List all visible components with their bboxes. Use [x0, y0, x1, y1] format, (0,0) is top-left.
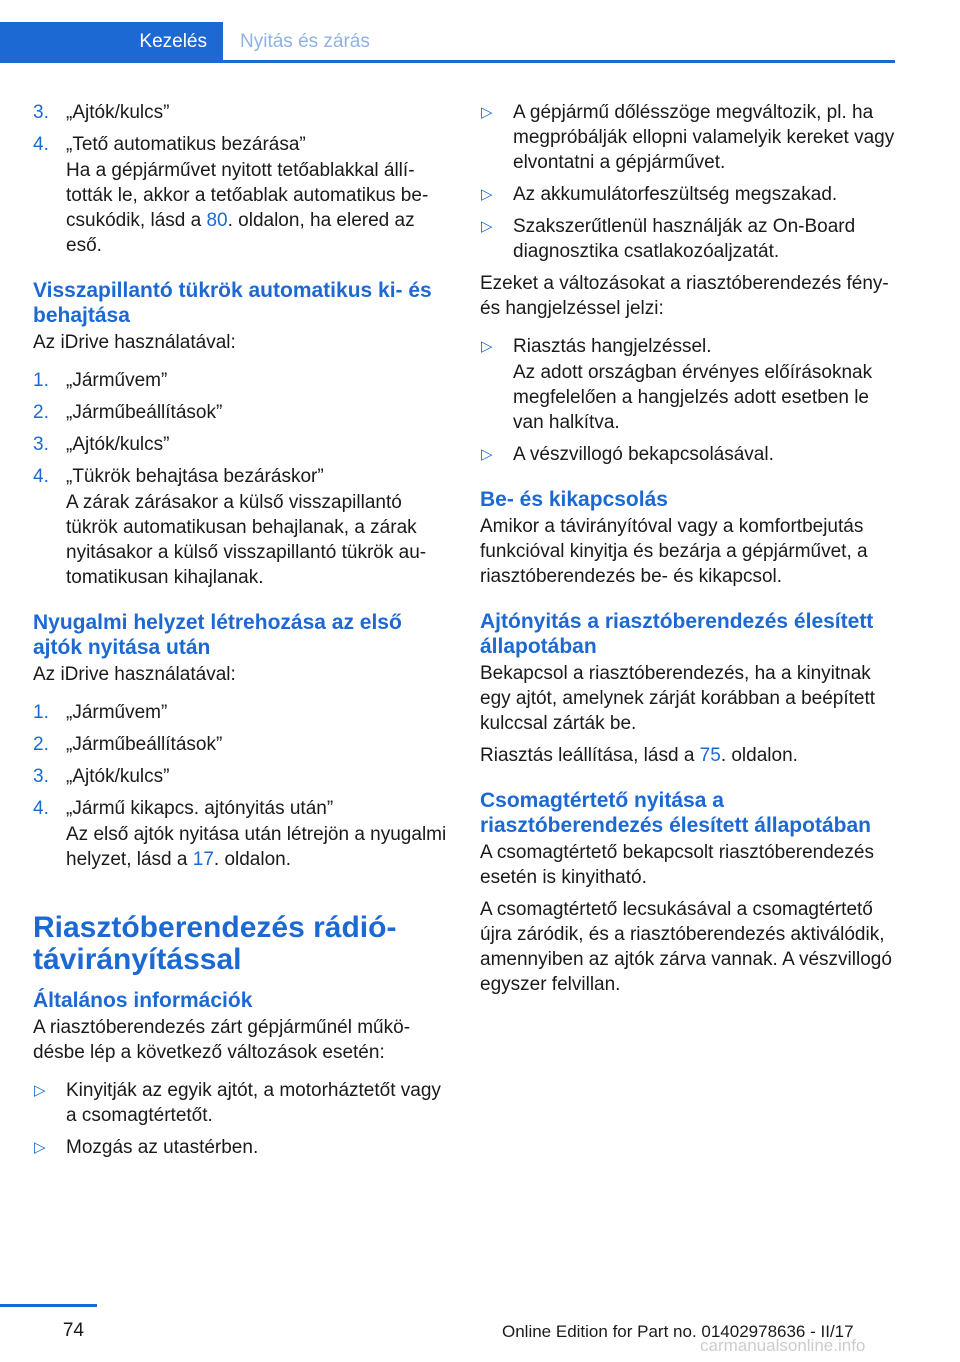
item-number: 1.: [33, 702, 49, 723]
list-item: [33, 796, 447, 821]
bullet-item: ▷ Kinyitják az egyik ajtót, a motorháztetőt vagy a csomagtértetőt.: [34, 1080, 441, 1126]
door-text: Bekapcsol a riasztóberendezés, ha a kinyitnak egy ajtót, amelynek zárját korábban a beépített kulccsal zárták be.: [480, 663, 876, 734]
bullet-item: ▷ A vészvillogó bekapcsolásával.: [481, 444, 774, 465]
list-item: [33, 464, 447, 489]
item-number: 3.: [33, 766, 49, 787]
triangle-bullet-icon: ▷: [481, 186, 493, 203]
item-number: 3.: [33, 102, 49, 123]
triangle-bullet-icon: ▷: [34, 1139, 46, 1156]
list-item: [33, 764, 447, 789]
on-off-text: Amikor a távirányítóval vagy a komfortbejutás funkcióval kinyitja és bezárja a gépjárművet, a riasztóberendezés be- és kikapcsol.: [480, 516, 868, 587]
footer-rule: [0, 1304, 97, 1307]
item-description: A zárak zárásakor a külső visszapillantó tükrök automatikusan behajlanak, a zárak nyitásakor a külső visszapillantó tükrök automatikusan kihajlanak.: [66, 492, 427, 588]
triangle-bullet-icon: ▷: [34, 1082, 46, 1099]
item-text: „Tető automatikus bezárása”: [66, 134, 306, 155]
page-header: [0, 22, 895, 62]
intro-text: Az iDrive használatával:: [33, 664, 236, 685]
page-link[interactable]: 80: [206, 210, 228, 231]
item-number: 4.: [33, 134, 49, 155]
item-text: „Ajtók/kulcs”: [66, 434, 170, 455]
item-number: 1.: [33, 370, 49, 391]
item-text: „Ajtók/kulcs”: [66, 102, 170, 123]
header-rule: [0, 60, 895, 63]
item-text: „Jármű kikapcs. ajtónyitás után”: [66, 798, 334, 819]
page-link[interactable]: 17: [192, 849, 214, 870]
stop-alarm-text: Riasztás leállítása, lásd a 75. oldalon.: [480, 745, 798, 766]
item-number: 2.: [33, 734, 49, 755]
item-number: 4.: [33, 798, 49, 819]
triangle-bullet-icon: ▷: [481, 218, 493, 235]
item-number: 2.: [33, 402, 49, 423]
item-description: Az első ajtók nyitása után létrejön a nyugalmi helyzet, lásd a 17. oldalon.: [66, 824, 447, 870]
item-text: „Tükrök behajtása bezáráskor”: [66, 466, 324, 487]
item-text: „Ajtók/kulcs”: [66, 766, 170, 787]
list-item: [33, 732, 447, 757]
watermark: carmanualsonline.info: [700, 1336, 866, 1355]
left-column: [33, 100, 447, 1167]
list-item: [33, 400, 447, 425]
page-link[interactable]: 75: [699, 745, 721, 766]
signal-text: Ezeket a változásokat a riasztóberendezés fény- és hangjelzéssel jelzi:: [480, 273, 889, 319]
bullet-description: Az adott országban érvényes előírásoknak megfelelően a hangjelzés adott esetben le van halkítva.: [513, 362, 873, 433]
bullet-item: ▷ Szakszerűtlenül használják az On-Board diagnosztika csatlakozóaljzatát.: [481, 216, 856, 262]
subsection-tab: Nyitás és zárás: [240, 31, 370, 52]
triangle-bullet-icon: ▷: [481, 104, 493, 121]
item-number: 3.: [33, 434, 49, 455]
item-text: „Járművem”: [66, 370, 168, 391]
heading-mirrors: Visszapillantó tükrök automatikus ki- és behajtása: [33, 279, 432, 327]
bullet-item: ▷ Mozgás az utastérben.: [34, 1137, 259, 1158]
item-text: „Járműbeállítások”: [66, 402, 223, 423]
triangle-bullet-icon: ▷: [481, 338, 493, 355]
section-tab: Kezelés: [0, 22, 223, 62]
heading-alarm-system: Riasztóberendezés rádiótávirányítással: [33, 911, 397, 976]
heading-general-info: Általános információk: [33, 989, 253, 1012]
item-text: „Járművem”: [66, 702, 168, 723]
intro-text: Az iDrive használatával:: [33, 332, 236, 353]
list-item: [33, 100, 447, 125]
general-text: A riasztóberendezés zárt gépjárműnél működésbe lép a következő változások esetén:: [33, 1017, 411, 1063]
trunk-text: A csomagtértető bekapcsolt riasztóberendezés esetén is kinyitható.: [480, 842, 874, 888]
bullet-item: ▷ A gépjármű dőlésszöge megváltozik, pl. ha megpróbálják ellopni valamelyik kereket vagy elvontatni a gépjárművet.: [481, 102, 895, 173]
right-column: [480, 100, 900, 1004]
item-text: „Járműbeállítások”: [66, 734, 223, 755]
item-number: 4.: [33, 466, 49, 487]
bullet-item: ▷ Az akkumulátorfeszültség megszakad.: [481, 184, 838, 205]
trunk-text: A csomagtértető lecsukásával a csomagtértető újra záródik, és a riasztóberendezés aktiválódik, amennyiben az ajtók zárva vannak. A vészvillogó egyszer felvillan.: [480, 899, 892, 995]
heading-door-opening: Ajtónyitás a riasztóberendezés élesített állapotában: [480, 610, 874, 658]
item-description: Ha a gépjárművet nyitott tetőablakkal állították le, akkor a tetőablak automatikus becsukódik, lásd a 80. oldalon, ha elered az eső.: [66, 160, 429, 256]
edition-text: Online Edition for Part no. 01402978636 - II/17: [502, 1322, 854, 1341]
heading-on-off: Be- és kikapcsolás: [480, 488, 668, 511]
bullet-item: ▷ Riasztás hangjelzéssel.: [481, 336, 712, 357]
triangle-bullet-icon: ▷: [481, 446, 493, 463]
page-number: 74: [62, 1320, 84, 1341]
list-item: [33, 368, 447, 393]
list-item: [33, 132, 447, 157]
list-item: [33, 700, 447, 725]
list-item: [33, 432, 447, 457]
heading-trunk-opening: Csomagtértető nyitása a riasztóberendezés élesített állapotában: [480, 789, 871, 837]
heading-rest-state: Nyugalmi helyzet létrehozása az első ajtók nyitása után: [33, 611, 402, 659]
